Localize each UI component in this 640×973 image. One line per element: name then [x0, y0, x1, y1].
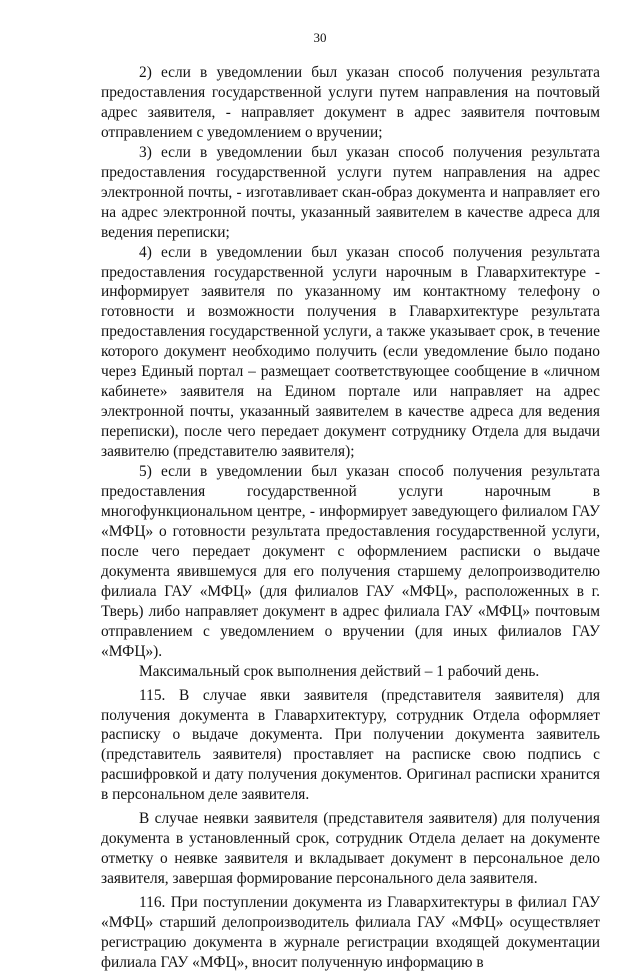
paragraph-item-5: 5) если в уведомлении был указан способ получения результата предоставления государственной услуги нарочным в многофункциональном центре, - информирует заведующего филиалом ГАУ «МФЦ» о готовности результата предоставления государственной услуги, после чего передает документ с оформлением расписки о выдаче документа явившемуся для его получения старшему делопроизводителю филиала ГАУ «МФЦ» (для филиалов ГАУ «МФЦ», расположенных в г. Тверь) либо направляет документ в адрес филиала ГАУ «МФЦ» почтовым отправлением с уведомлением о вручении (для иных филиалов ГАУ «МФЦ»). — [101, 463, 600, 660]
page-number: 30 — [313, 30, 327, 45]
paragraph-item-3: 3) если в уведомлении был указан способ получения результата предоставления государственной услуги путем направления на адрес электронной почты, - изготавливает скан-образ документа и направляет его на адрес электронной почты, указанный заявителем в качестве адреса для ведения переписки; — [101, 143, 600, 241]
document-body — [101, 63, 600, 973]
paragraph-non-appearance: В случае неявки заявителя (представителя заявителя) для получения документа в установленный срок, сотрудник Отдела делает на документе отметку о неявке заявителя и вкладывает документ в персональное дело заявителя, завершая формирование персонального дела заявителя. — [101, 810, 600, 888]
paragraph-116: 116. При поступлении документа из Главархитектуры в филиал ГАУ «МФЦ» старший делопроизводитель филиала ГАУ «МФЦ» осуществляет регистрацию документа в журнале регистрации входящей документации филиала ГАУ «МФЦ», вносит полученную информацию в — [101, 894, 600, 971]
paragraph-item-2: 2) если в уведомлении был указан способ получения результата предоставления государственной услуги путем направления на почтовый адрес заявителя, - направляет документ в адрес заявителя почтовым отправлением с уведомлением о вручении; — [101, 64, 600, 141]
paragraph-max-term: Максимальный срок выполнения действий – 1 рабочий день. — [139, 662, 540, 680]
paragraph-115: 115. В случае явки заявителя (представителя заявителя) для получения документа в Главархитектуру, сотрудник Отдела оформляет расписку о выдаче документа. При получении документа заявитель (представитель заявителя) проставляет на расписке свою подпись с расшифровкой и дату получения документов. Оригинал расписки хранится в персональном деле заявителя. — [101, 686, 600, 804]
paragraph-item-4: 4) если в уведомлении был указан способ получения результата предоставления государственной услуги нарочным в Главархитектуре - информирует заявителя по указанному им контактному телефону о готовности и возможности получения в Главархитектуре результата предоставления государственной услуги, а также указывает срок, в течение которого документ необходимо получить (если уведомление было подано через Единый портал – размещает соответствующее сообщение в «личном кабинете» заявителя на Едином портале или направляет на адрес электронной почты, указанный заявителем в качестве адреса для ведения переписки), после чего передает документ сотруднику Отдела для выдачи заявителю (представителю заявителя); — [101, 243, 600, 461]
